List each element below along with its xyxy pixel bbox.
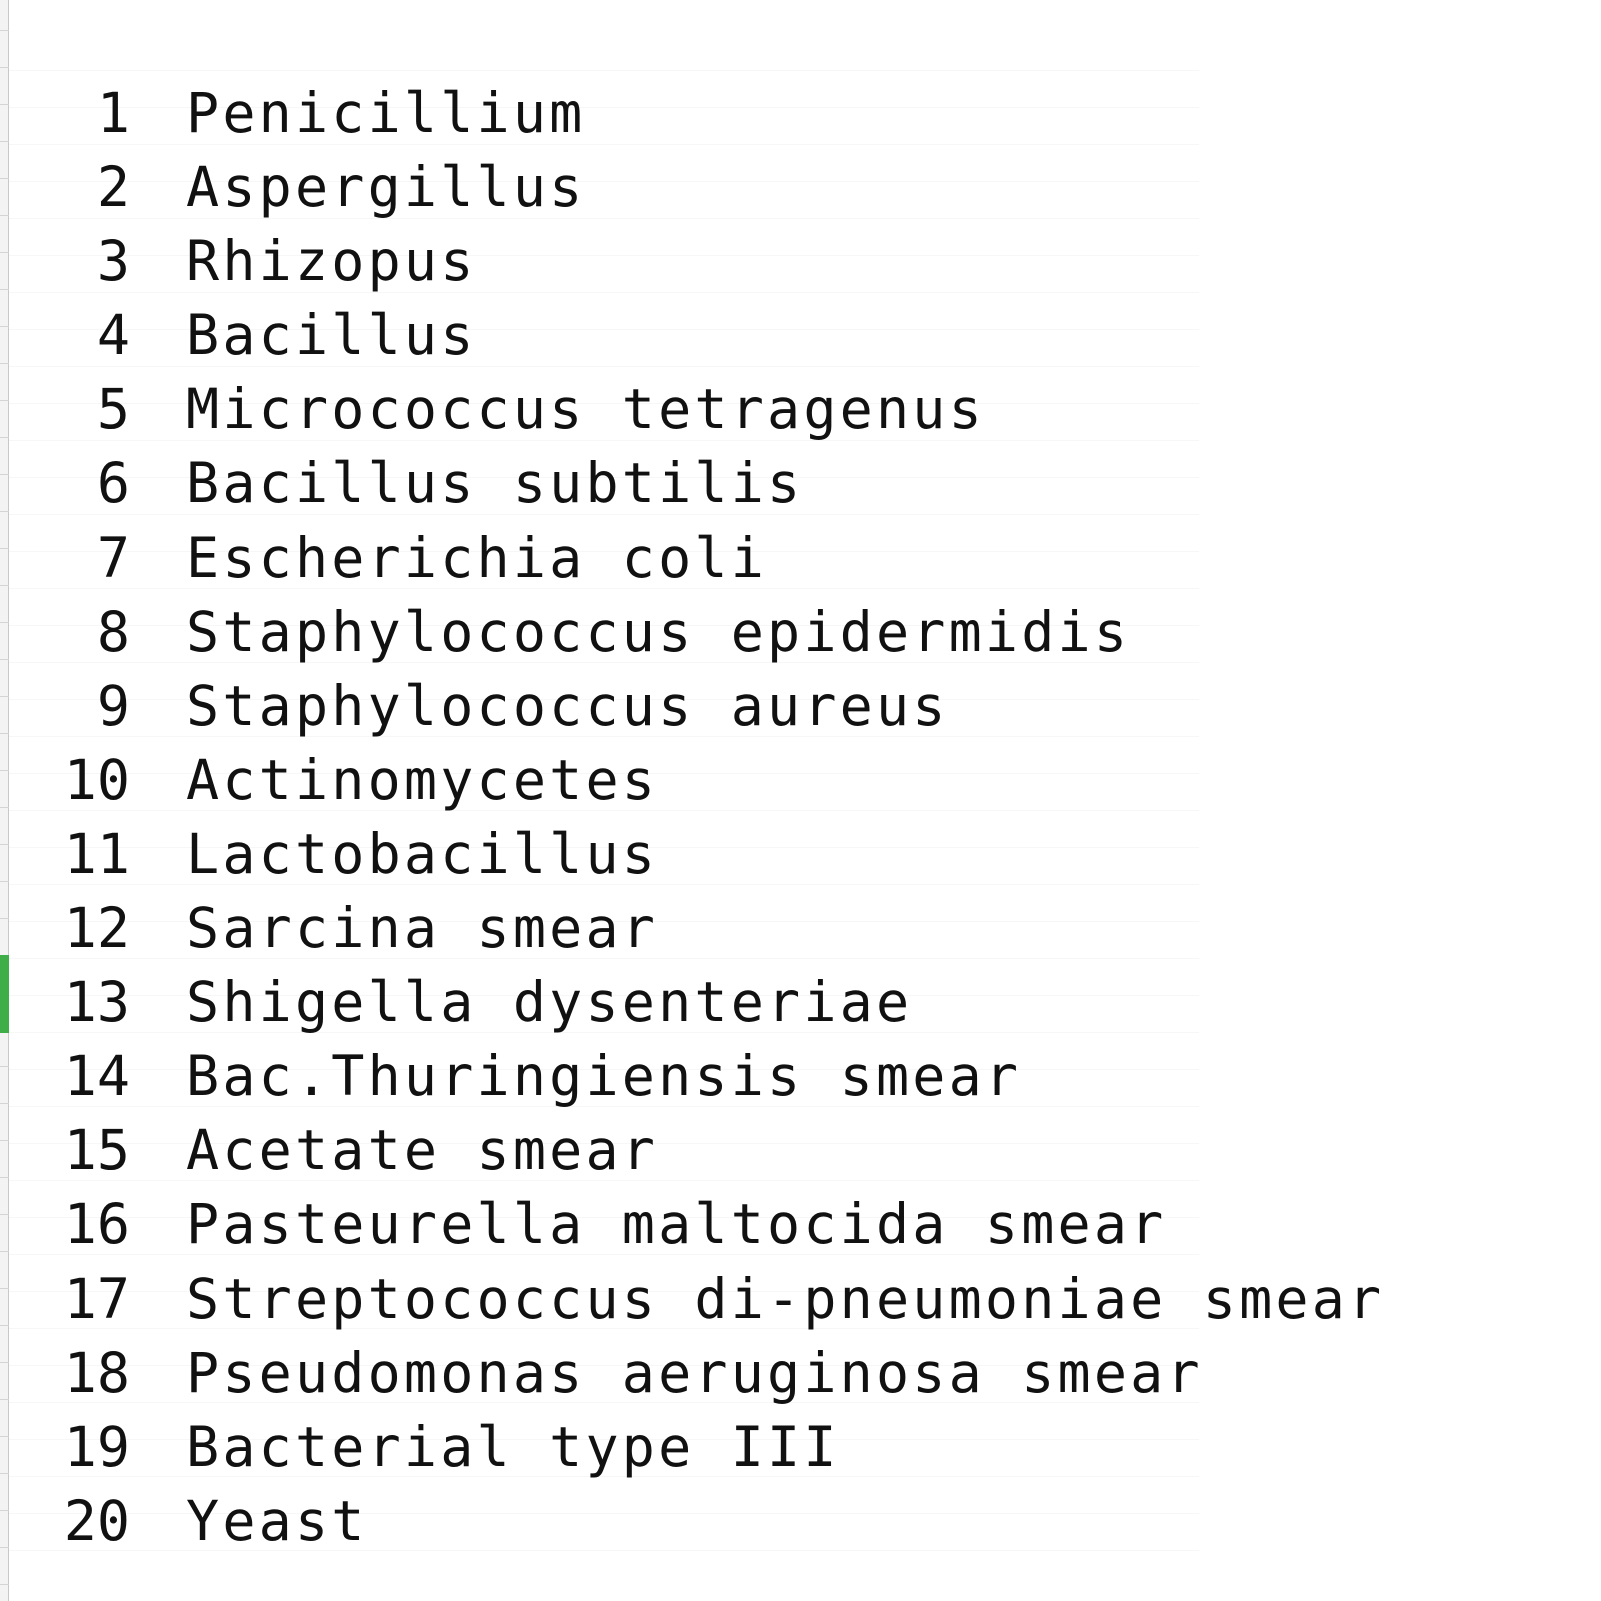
item-number: 4 [96,303,130,368]
item-number: 1 [96,81,130,145]
item-name: Actinomycetes [186,747,659,812]
list-item[interactable] [0,965,1601,1039]
list-item[interactable] [0,446,1601,520]
list-item[interactable] [0,1113,1601,1187]
list-item[interactable] [0,891,1601,965]
item-name: Escherichia coli [186,525,768,590]
list-item[interactable] [0,150,1601,224]
item-name: Sarcina smear [186,896,659,961]
item-number: 13 [63,970,130,1035]
item-number: 7 [96,525,130,590]
list-item[interactable] [0,224,1601,298]
list-item[interactable] [0,521,1601,595]
item-number: 12 [63,896,130,961]
list-item[interactable] [0,1336,1601,1410]
item-name: Acetate smear [186,1118,659,1183]
item-name: Bacillus subtilis [186,451,804,516]
item-name: Bacterial type III [186,1414,840,1479]
item-name: Shigella dysenteriae [186,970,913,1035]
row-header-divider [0,1584,9,1585]
item-number: 16 [63,1192,130,1257]
item-name: Yeast [186,1488,368,1553]
item-name: Lactobacillus [186,821,659,886]
list-item[interactable] [0,669,1601,743]
row-header-divider [0,30,9,31]
gridline [9,70,1199,71]
list-item[interactable] [0,1484,1601,1558]
item-name: Pseudomonas aeruginosa smear [186,1340,1203,1405]
item-number: 20 [63,1488,130,1553]
list-item[interactable] [0,817,1601,891]
item-number: 14 [63,1044,130,1109]
list-item[interactable] [0,298,1601,372]
item-name: Staphylococcus epidermidis [186,599,1131,664]
item-number: 6 [96,451,130,516]
item-number: 2 [96,155,130,220]
row-header-divider [0,67,9,68]
list-item[interactable] [0,1410,1601,1484]
item-number: 3 [96,229,130,294]
list-item[interactable] [0,743,1601,817]
item-number: 11 [63,821,130,886]
item-name: Rhizopus [186,229,477,294]
organism-list [0,76,1601,1558]
item-number: 8 [96,599,130,664]
item-name: Aspergillus [186,155,586,220]
item-number: 17 [63,1266,130,1331]
item-number: 10 [63,747,130,812]
list-item[interactable] [0,372,1601,446]
item-name: Micrococcus tetragenus [186,377,985,442]
item-number: 9 [96,673,130,738]
list-item[interactable] [0,76,1601,150]
list-item[interactable] [0,1187,1601,1261]
item-name: Bac.Thuringiensis smear [186,1044,1022,1109]
item-number: 15 [63,1118,130,1183]
item-name: Streptococcus di-pneumoniae smear [186,1266,1385,1331]
item-number: 5 [96,377,130,442]
list-item[interactable] [0,1039,1601,1113]
item-number: 18 [63,1340,130,1405]
list-item[interactable] [0,1262,1601,1336]
item-number: 19 [63,1414,130,1479]
list-item[interactable] [0,595,1601,669]
item-name: Pasteurella maltocida smear [186,1192,1167,1257]
item-name: Penicillium [186,81,586,145]
item-name: Bacillus [186,303,477,368]
item-name: Staphylococcus aureus [186,673,949,738]
